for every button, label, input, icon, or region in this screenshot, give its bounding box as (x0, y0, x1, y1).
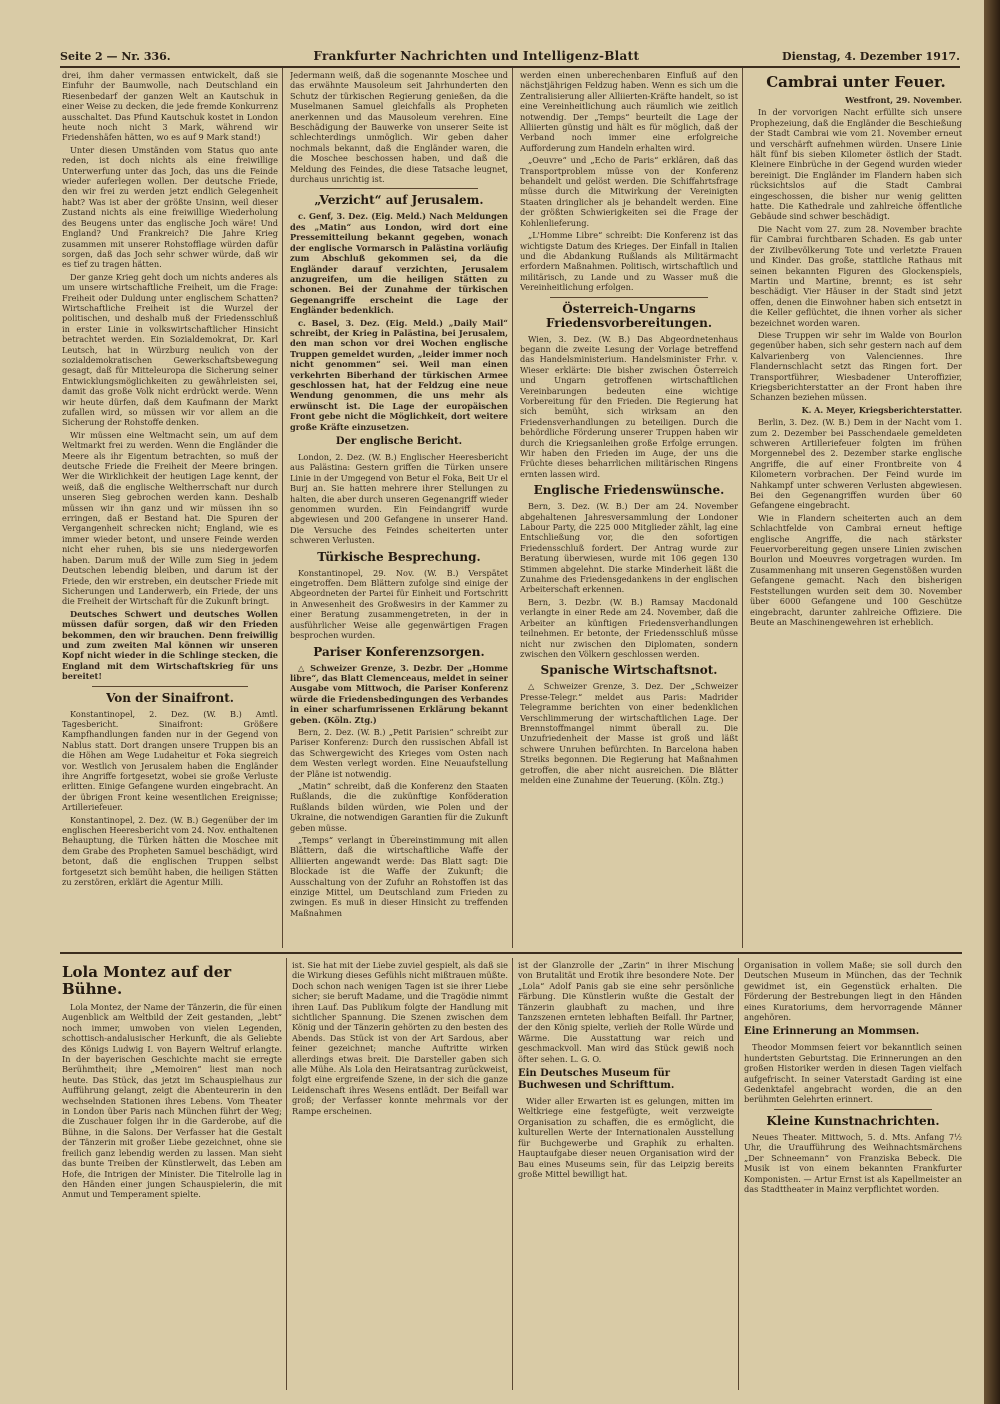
headline-verzicht: „Verzicht“ auf Jerusalem. (314, 193, 484, 208)
article-paragraph: „L'Homme Libre“ schreibt: Die Konferenz ist das wichtigste Datum des Krieges. Der Einfall in Italien und die Abdankung Rußlands als Militärmacht erfordern Maßnahmen. Politisch, wirtschaftlich und militärisch, zu Lande und zu Wasser muß die Vereinheitlichung erfolgen. (520, 230, 738, 293)
headline-mommsen: Eine Erinnerung an Mommsen. (744, 1026, 920, 1038)
newspaper-title: Frankfurter Nachrichten und Intelligenz-Blatt (313, 49, 640, 63)
article-paragraph: Wien, 3. Dez. (W. B.) Das Abgeordnetenhaus begann die zweite Lesung der Vorlage betreffend das Handelsministerium. Handelsminister Frhr. v. Wieser erklärte: Die bisher zwischen Österreich und Ungarn getroffenen wirtschaftlichen Vereinbarungen bedeuten eine wichtige Vorbereitung für den Frieden. Die Regierung hat sich bemüht, sich wirksam an den Friedensverhandlungen zu beteiligen. Durch die behördliche Förderung unserer Truppen haben wir durch die Kriegsanleihen große Erfolge errungen. Wir haben den Frieden im Auge, der uns die Früchte dieses beharrlichen militärischen Ringens ernten lassen wird. (520, 333, 738, 479)
article-paragraph: „Matin“ schreibt, daß die Konferenz den Staaten Rußlands, die die zukünftige Konföderation Rußlands bilden würden, wie Polen und der Ukraine, die notwendigen Garantien für die Zukunft geben müsse. (290, 780, 508, 833)
column-4 (750, 70, 962, 948)
headline-tuerkisch: Türkische Besprechung. (317, 549, 481, 564)
column-rule (512, 958, 513, 1390)
article-paragraph: Der ganze Krieg geht doch um nichts anderes als um unsere wirtschaftliche Freiheit, um die Frage: Freiheit oder Duldung unter englischem Schatten? Wirtschaftliche Freiheit ist die Wurzel der politischen, und deshalb muß der Friedensschluß in erster Linie in volkswirtschaftlicher Hinsicht betrachtet werden. Ein Sozialdemokrat, Dr. Karl Leutsch, hat in Würzburg neulich von der sozialdemokratischen Gewerkschaftsbewegung gesagt, daß für Mitteleuropa die Sicherung seiner Entwicklungsmöglichkeiten zu gewährleisten sei, damit das große Volk nicht erdrückt werde. Wenn wir heute dürfen, daß dem Kaufmann der Markt zufallen wird, so müssen wir vor allem an die Sicherung der Rohstoffe denken. (62, 271, 278, 428)
separator (774, 1109, 932, 1110)
article-paragraph: In der vorvorigen Nacht erfüllte sich unsere Prophezeiung, daß die Engländer die Beschießung der Stadt Cambrai wie vom 21. November erneut und verschärft aufnehmen würden. Unsere Linie hält fünf bis sieben Kilometer östlich der Stadt. Kleinere Einbrüche in der Gegend wurden wieder bereinigt. Die Engländer im Flandern haben sich rücksichtslos auf die Stadt Cambrai eingeschossen, die bisher nur wenig gelitten hatte. Die Kathedrale und zahlreiche öffentliche Gebäude sind schwer beschädigt. (750, 107, 962, 222)
article-paragraph: „Temps“ verlangt in Übereinstimmung mit allen Blättern, daß die wirtschaftliche Waffe der Alliierten angewandt werde: Das Blatt sagt: Die Blockade ist die Waffe der Zukunft; die Ausschaltung von der Zufuhr an Rohstoffen ist das einzige Mittel, um Deutschland zum Frieden zu zwingen. Es muß in dieser Hinsicht zu treffenden Maßnahmen (290, 835, 508, 918)
feuilleton-column-3 (518, 960, 734, 1390)
article-paragraph: Deutsches Schwert und deutsches Wollen müssen dafür sorgen, daß wir den Frieden bekommen, den wir brauchen. Denn freiwillig und zum zweiten Mal können wir unseren Kopf nicht wieder in die Schlinge stecken, die England mit dem Wirtschaftskrieg für uns bereitet! (62, 608, 278, 682)
article-paragraph: Bern, 3. Dezbr. (W. B.) Ramsay Macdonald verlangte in einer Rede am 24. November, daß die Arbeiter an künftigen Friedensverhandlungen teilnehmen. Er betonte, der Friedensschluß müsse nicht nur zwischen den Diplomaten, sondern zwischen den Völkern geschlossen werden. (520, 596, 738, 659)
article-paragraph: Bern, 3. Dez. (W. B.) Der am 24. November abgehaltenen Jahresversammlung der Londoner Labour Party, die 225 000 Mitglieder zählt, lag eine Entschließung vor, die den sofortigen Friedensschluß fordert. Der Antrag wurde zur Beratung überwiesen, wurde mit 106 gegen 130 Stimmen abgelehnt. Die starke Minderheit läßt die Zunahme des Friedensgedankens in der englischen Arbeiterschaft erkennen. (520, 501, 738, 595)
headline-kunstnachrichten: Kleine Kunstnachrichten. (766, 1113, 940, 1128)
article-paragraph: Diese Truppen wir sehr im Walde von Bourlon gegenüber haben, sich sehr gestern nach auf dem Kalvarienberg von Valenciennes. Ihre Flandernschlacht setzt das Ringen fort. Der Transportführer, Wiesbadener Unteroffizier, Kriegsberichterstatter an der Front haben ihre Schanzen beziehen müssen. (750, 329, 962, 403)
headline-cambrai: Cambrai unter Feuer. (766, 73, 946, 91)
column-rule (738, 958, 739, 1390)
article-paragraph: △ Schweizer Grenze, 3. Dezbr. Der „Homme libre“, das Blatt Clemenceaus, meldet in seiner Ausgabe vom Mittwoch, die Pariser Konferenz würde die Friedensbedingungen des Verbandes in einer scharfumrissenen Erklärung bekannt geben. (Köln. Ztg.) (290, 662, 508, 725)
column-3 (520, 70, 738, 948)
article-paragraph: Wir müssen eine Weltmacht sein, um auf dem Weltmarkt frei zu werden. Wenn die Engländer die Meere als ihr Eigentum betrachten, so muß der deutsche Friede die Freiheit der Meere bringen. Wer die Wirklichkeit der heutigen Lage kennt, der weiß, daß die englische Weltherrschaft nur durch unseren Sieg gebrochen werden kann. Deshalb müssen wir ihn ganz und wir müssen ihn so erringen, daß er Bestand hat. Die Spuren der Vergangenheit schrecken nicht; England, wie es immer wieder betont, und unsere Feinde werden nicht eher ruhen, bis sie uns niedergeworfen haben. Darum muß der Wille zum Sieg in jedem Deutschen lebendig bleiben, und darum ist der Friede, den wir erstreben, ein deutscher Friede mit Sicherungen und Landerwerb, ein Friede, der uns die Freiheit der Wirtschaft für die Zukunft bringt. (62, 429, 278, 607)
headline-englische-friedenswuensche: Englische Friedenswünsche. (533, 483, 725, 498)
article-paragraph: Theodor Mommsen feiert vor bekanntlich seinen hundertsten Geburtstag. Die Erinnerungen an den großen Historiker werden in diesen Tagen vielfach aufgefrischt. In seiner Vaterstadt Garding ist eine Gedenktafel angebracht worden, die an den berühmten Gelehrten erinnert. (744, 1042, 962, 1105)
article-paragraph: „Oeuvre“ und „Echo de Paris“ erklären, daß das Transportproblem müsse von der Konferenz behandelt und gelöst werden. Die Schiffahrtsfrage müsse durch die Mitwirkung der Vereinigten Staaten dringlicher als je behandelt werden. Eine der größten Schwierigkeiten sei die Frage der Kohlenlieferung. (520, 155, 738, 228)
column-rule (286, 958, 287, 1390)
article-paragraph: Konstantinopel, 29. Nov. (W. B.) Verspätet eingetroffen. Dem Blättern zufolge sind einige der Abgeordneten der Partei für Einheit und Fortschritt in Anwesenheit des Großwesirs in der Kammer zu einer Beratung zusammengetreten, in der in ausführlicher Weise alle gegenwärtigen Fragen besprochen wurden. (290, 567, 508, 641)
feuilleton-column-2 (292, 960, 508, 1390)
article-paragraph: Wider aller Erwarten ist es gelungen, mitten im Weltkriege eine festgefügte, weit verzweigte Organisation zu schaffen, die es ermöglicht, die kulturellen Werte der Internationalen Ausstellung für Buchgewerbe und Graphik zu erhalten. Hauptaufgabe dieser neuen Organisation wird der Bau eines Museums sein, für das Leipzig bereits große Mittel bewilligt hat. (518, 1096, 734, 1179)
headline-lola-montez: Lola Montez auf der Bühne. (62, 963, 232, 998)
headline-bericht: Der englische Bericht. (335, 436, 463, 447)
feuilleton-column-4 (744, 960, 962, 1390)
article-paragraph: ist. Sie hat mit der Liebe zuviel gespielt, als daß sie die Wirkung dieses Gefühls nicht mißtrauen müßte. Doch schon nach wenigen Tagen ist sie ihrer Liebe sicher; sie beruft Madame, und die Tragödie nimmt ihren Lauf. Das Publikum folgte der Handlung mit sichtlicher Spannung. Die Szenen zwischen dem König und der Tänzerin gehörten zu den besten des Abends. Das Stück ist von der Art Sardous, aber feiner gezeichnet; manche Auftritte wirken allerdings etwas breit. Die Darsteller gaben sich alle Mühe. Als Lola den Heiratsantrag zurückweist, folgt eine ergreifende Szene, in der sich die ganze Leidenschaft ihres Wesens entlädt. Der Beifall war groß; der Verfasser konnte mehrmals vor der Rampe erscheinen. (292, 960, 508, 1116)
separator (320, 188, 478, 189)
article-paragraph: c. Genf, 3. Dez. (Eig. Meld.) Nach Meldungen des „Matin“ aus London, wird dort eine Pressemitteilung bekannt gegeben, wonach der englische Vormarsch in Palästina vorläufig zum Abschluß gekommen sei, da die Engländer darauf verzichten, Jerusalem anzugreifen, um die heiligen Stätten zu schonen. Bei der Zunahme der türkischen Gegenangriffe erscheint die Lage der Engländer bedenklich. (290, 211, 508, 316)
column-rule (742, 68, 743, 948)
article-paragraph: Konstantinopel, 2. Dez. (W. B.) Gegenüber der im englischen Heeresbericht vom 24. Nov. enthaltenen Behauptung, die Türken hätten die Moschee mit dem Grabe des Propheten Samuel beschädigt, wird betont, daß die englischen Truppen selbst fortgesetzt sich bemüht haben, die heiligen Stätten zu zerstören, erklärt die Agentur Milli. (62, 814, 278, 888)
article-paragraph: Lola Montez, der Name der Tänzerin, die für einen Augenblick am Weltbild der Zeit gestanden, „lebt“ noch immer, umwoben von vielen Legenden, schottisch-andalusischer Herkunft, die als Geliebte des Königs Ludwig I. von Bayern Weltruf erlangte. In der bayerischen Geschichte macht sie erregte Berühmtheit; ihre „Memoiren“ liest man noch heute. Das Stück, das jetzt im Schauspielhaus zur Aufführung gelangt, zeigt die Abenteurerin in den wechselnden Stationen ihres Lebens. Vom Theater in London über Paris nach München führt der Weg; die Zuschauer folgen ihr in die Garderobe, auf die Bühne, in die Salons. Der Verfasser hat die Gestalt der Tänzerin mit großer Liebe gezeichnet, ohne sie freilich ganz lebendig werden zu lassen. Man sieht das bunte Treiben der Künstlerwelt, das Leben am Hofe, die Intrigen der Minister. Die Titelrolle lag in den Händen einer jungen Schauspielerin, die mit Anmut und Temperament spielte. (62, 1002, 282, 1200)
masthead (60, 48, 960, 68)
page-number: Seite 2 — Nr. 336. (60, 49, 171, 63)
article-paragraph: ist der Glanzrolle der „Zarin“ in ihrer Mischung von Brutalität und Erotik ihre besondere Note. Der „Lola“ Adolf Panis gab sie eine sehr persönliche Färbung. Die Künstlerin wußte die Gestalt der Tänzerin glaubhaft zu machen, und ihre Tanzszenen ernteten lebhaften Beifall. Ihr Partner, der den König spielte, verlieh der Rolle Würde und Wärme. Die Ausstattung war reich und geschmackvoll. Man wird das Stück gewiß noch öfter sehen. L. G. O. (518, 960, 734, 1064)
column-rule (512, 68, 513, 948)
article-paragraph: Jedermann weiß, daß die sogenannte Moschee und das erwähnte Mausoleum seit Jahrhunderten den Schutz der türkischen Regierung genießen, da die Muselmanen Samuel gleichfalls als Propheten anerkennen und das Mausoleum verehren. Eine Beschädigung der Bauwerke von unserer Seite ist schlechterdings unmöglich. Wir geben daher nochmals bekannt, daß die Engländer waren, die die Moschee beschossen haben, und daß die Meldung des Feindes, die diese Tatsache leugnet, durchaus unrichtig ist. (290, 70, 508, 185)
article-paragraph: c. Basel, 3. Dez. (Eig. Meld.) „Daily Mail“ schreibt, der Krieg in Palästina, bei Jerusalem, den man schon vor drei Wochen englische Truppen gemeldet wurden, „leider immer noch nicht genommen“ sei. Weil man einen verkehrten Biberhand der türkischen Armee geschlossen hat, hat der Feldzug eine neue Wendung genommen, die uns mehr als erwünscht ist. Die Lage der europäischen Front gebe nicht die Möglichkeit, dort weitere große Kräfte einzusetzen. (290, 317, 508, 432)
article-paragraph: Organisation in vollem Maße; sie soll durch den Deutschen Museum in München, das der Technik gewidmet ist, ein Gegenstück erhalten. Die Förderung der Bestrebungen liegt in den Händen eines Kuratoriums, dem hervorragende Männer angehören. (744, 960, 962, 1023)
article-paragraph: Konstantinopel, 2. Dez. (W. B.) Amtl. Tagesbericht. Sinaifront: Größere Kampfhandlungen fanden nur in der Gegend von Nablus statt. Dort drangen unsere Truppen bis an die Höhen am Wege Ludaheitur et Foka siegreich vor. Westlich von Jerusalem haben die Engländer ihre Angriffe fortgesetzt, wobei sie große Verluste erlitten. Einige Gefangene wurden eingebracht. An der übrigen Front keine wesentlichen Ereignisse; Artilleriefeuer. (62, 708, 278, 813)
headline-oesterreich: Österreich-Ungarns Friedensvorbereitungen. (545, 301, 713, 330)
separator (92, 686, 248, 687)
article-paragraph: Berlin, 3. Dez. (W. B.) Dem in der Nacht vom 1. zum 2. Dezember bei Passchendaele gemeldeten schweren Artilleriefeuer folgten im frühen Morgennebel des 2. Dezember starke englische Angriffe, die auf einer Frontbreite von 4 Kilometern vorbrachen. Der Feind wurde im Nahkampf unter schweren Verlusten abgewiesen. Bei den Gegenangriffen wurden über 60 Gefangene eingebracht. (750, 417, 962, 511)
headline-spanische-wirtschaftsnot: Spanische Wirtschaftsnot. (540, 663, 718, 678)
article-paragraph: Bern, 2. Dez. (W. B.) „Petit Parisien“ schreibt zur Pariser Konferenz: Durch den russischen Abfall ist das Schwergewicht des Krieges vom Osten nach dem Westen verlegt worden. Eine Neuaufstellung der Pläne ist notwendig. (290, 726, 508, 779)
article-paragraph: Die Nacht vom 27. zum 28. November brachte für Cambrai furchtbaren Schaden. Es gab unter der Zivilbevölkerung Tote und verletzte Frauen und Kinder. Das große, stattliche Rathaus mit seinen bekannten Figuren des Glockenspiels, Martin und Martine, brennt; es ist sehr beschädigt. Vier Häuser in der Stadt sind jetzt offen, denen die Einwohner haben sich entsetzt in die Keller geflüchtet, die ihnen vorher als sicher bezeichnet worden waren. (750, 223, 962, 328)
book-binding-edge (984, 0, 1000, 1404)
column-rule (282, 68, 283, 948)
feuilleton-column-1 (62, 960, 282, 1390)
issue-date: Dienstag, 4. Dezember 1917. (782, 49, 960, 63)
dateline: Westfront, 29. November. (845, 95, 962, 105)
author-signature: K. A. Meyer, Kriegsberichterstatter. (801, 404, 962, 415)
headline-paris: Pariser Konferenzsorgen. (313, 644, 485, 659)
article-paragraph: drei, ihm daher vermassen entwickelt, daß sie Einfuhr der Baumwolle, nach Deutschland ein Riesenbedarf der ganzen Welt an Kautschuk in einer Weise zu decken, die jede fremde Konkurrenz ausschaltet. Das Pfund Kautschuk kostet in London heute noch nicht 3 Mark, während wir Friedenshäfen hätten, wo es auf 9 Mark stand!) (62, 70, 278, 143)
article-paragraph: Wie in Flandern scheiterten auch an dem Schlachtfelde von Cambrai erneut heftige englische Angriffe, die nach stärkster Feuervorbereitung gegen unsere Linien zwischen Bourlon und Moeuvres vorgetragen wurden. Im Zusammenhang mit unseren Gegenstößen wurden Gefangene gemacht. Nach den bisherigen Feststellungen wurden seit dem 30. November über 6000 Gefangene und 100 Geschütze eingebracht, darunter zahlreiche Offiziere. Die Beute an Maschinengewehren ist erheblich. (750, 512, 962, 627)
article-paragraph: London, 2. Dez. (W. B.) Englischer Heeresbericht aus Palästina: Gestern griffen die Türken unsere Linie in der Umgegend von Betur el Foka, Beit Ur el Burj an. Sie hatten mehrere ihrer Stellungen zu halten, die aber durch unseren Gegenangriff wieder genommen wurden. Ein Feindangriff wurde abgewiesen und 200 Gefangene in unserer Hand. Die Versuche des Feindes scheiterten unter schweren Verlusten. (290, 452, 508, 546)
article-paragraph: △ Schweizer Grenze, 3. Dez. Der „Schweizer Presse-Telegr.“ meldet aus Paris: Madrider Telegramme berichten von einer bedenklichen Verschlimmerung der wirtschaftlichen Lage. Der Brennstoffmangel nimmt überall zu. Die Unzufriedenheit der Masse ist groß und läßt schwere Unruhen befürchten. In Barcelona haben Streiks begonnen. Die Regierung hat Maßnahmen getroffen, die aber nicht ausreichen. Die Blätter melden eine Zunahme der Teuerung. (Köln. Ztg.) (520, 681, 738, 785)
article-paragraph: werden einen unberechenbaren Einfluß auf den nächstjährigen Feldzug haben. Wenn es sich um die Zentralisierung aller Alliierten-Kräfte handelt, so ist eine Vereinheitlichung auch räumlich wie zeitlich notwendig. Der „Temps“ beurteilt die Lage der Alliierten günstig und hält es für möglich, daß der Verband noch immer eine erfolgreiche Aufforderung zum Handeln erhalten wird. (520, 70, 738, 153)
headline-museum: Ein Deutsches Museum für Buchwesen und Schrifttum. (518, 1068, 675, 1092)
separator (550, 297, 708, 298)
feuilleton-rule (60, 952, 962, 954)
article-paragraph: Neues Theater. Mittwoch, 5. d. Mts. Anfang 7½ Uhr, die Uraufführung des Weihnachtsmärchens „Der Schneemann“ von Franziska Bebeck. Die Musik ist von einem bekannten Frankfurter Komponisten. — Artur Ernst ist als Kapellmeister an das Stadttheater in Mainz verpflichtet worden. (744, 1131, 962, 1194)
headline-sinaifront: Von der Sinaifront. (106, 690, 234, 705)
column-1 (62, 70, 278, 948)
article-paragraph: Unter diesen Umständen vom Status quo ante reden, ist doch nichts als eine freiwillige Unterwerfung unter das Joch, das uns die Feinde wieder auferlegen wollen. Der deutsche Friede, den wir frei zu werden jetzt endlich Gelegenheit habt? Was ist aber der größte Unsinn, weil dieser Zustand nichts als eine freiwillige Wiederholung des Beugens unter das englische Joch wäre! Und England? Und Frankreich? Die Jahre Krieg zusammen mit unserer Rohstofflage würden dafür sorgen, daß das Joch sehr schwer würde, daß wir es tief zu tragen hätten. (62, 144, 278, 270)
column-2 (290, 70, 508, 948)
